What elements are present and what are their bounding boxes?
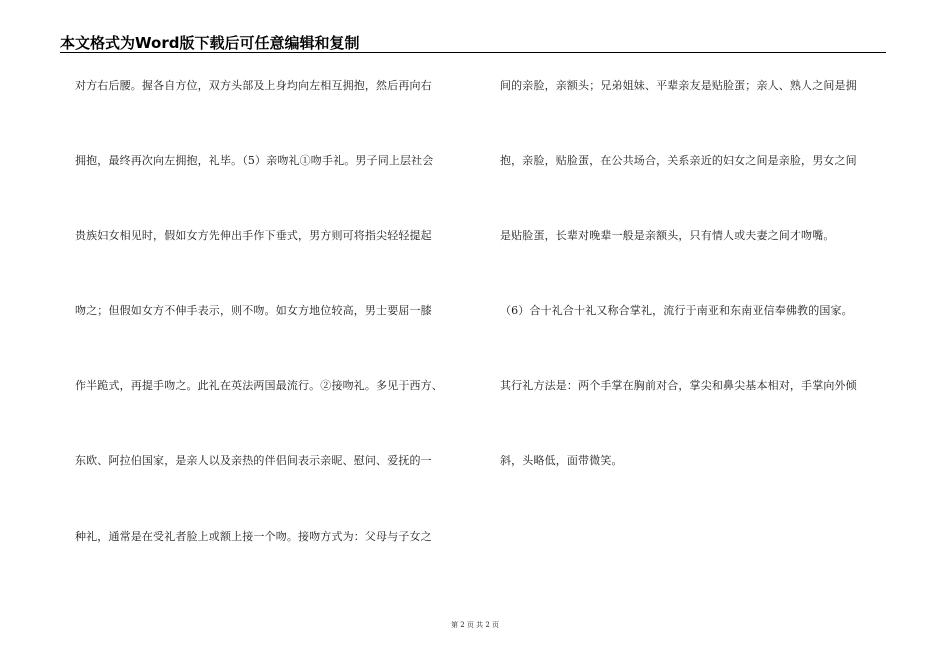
body-text-line: 东欧、阿拉伯国家，是亲人以及亲热的伴侣间表示亲昵、慰问、爱抚的一: [75, 454, 432, 467]
body-text-line: 抱，亲脸，贴脸蛋，在公共场合，关系亲近的妇女之间是亲脸，男女之间: [500, 154, 857, 167]
body-text-line: 贵族妇女相见时，假如女方先伸出手作下垂式，男方则可将指尖轻轻提起: [75, 229, 432, 242]
document-header: 本文格式为Word版下载后可任意编辑和复制: [60, 34, 360, 52]
body-text-line: （6）合十礼合十礼又称合掌礼，流行于南亚和东南亚信奉佛教的国家。: [500, 304, 853, 317]
body-text-line: 拥抱，最终再次向左拥抱，礼毕。（5）亲吻礼①吻手礼。男子同上层社会: [75, 154, 434, 167]
header-divider: [60, 52, 886, 53]
body-text-line: 对方右后腰。握各自方位，双方头部及上身均向左相互拥抱，然后再向右: [75, 79, 432, 92]
body-text-line: 种礼，通常是在受礼者脸上或额上接一个吻。接吻方式为：父母与子女之: [75, 530, 432, 543]
body-text-line: 吻之；但假如女方不伸手表示，则不吻。如女方地位较高，男士要屈一膝: [75, 304, 432, 317]
body-text-line: 其行礼方法是：两个手掌在胸前对合，掌尖和鼻尖基本相对，手掌向外倾: [500, 379, 857, 392]
body-text-line: 是贴脸蛋，长辈对晚辈一般是亲额头，只有情人或夫妻之间才吻嘴。: [500, 229, 835, 242]
body-text-line: 间的亲脸，亲额头；兄弟姐妹、平辈亲友是贴脸蛋；亲人、熟人之间是拥: [500, 79, 857, 92]
body-text-line: 斜，头略低，面带微笑。: [500, 454, 623, 467]
body-text-line: 作半跪式，再提手吻之。此礼在英法两国最流行。②接吻礼。多见于西方、: [75, 379, 443, 392]
page-number-footer: 第 2 页 共 2 页: [450, 621, 500, 629]
